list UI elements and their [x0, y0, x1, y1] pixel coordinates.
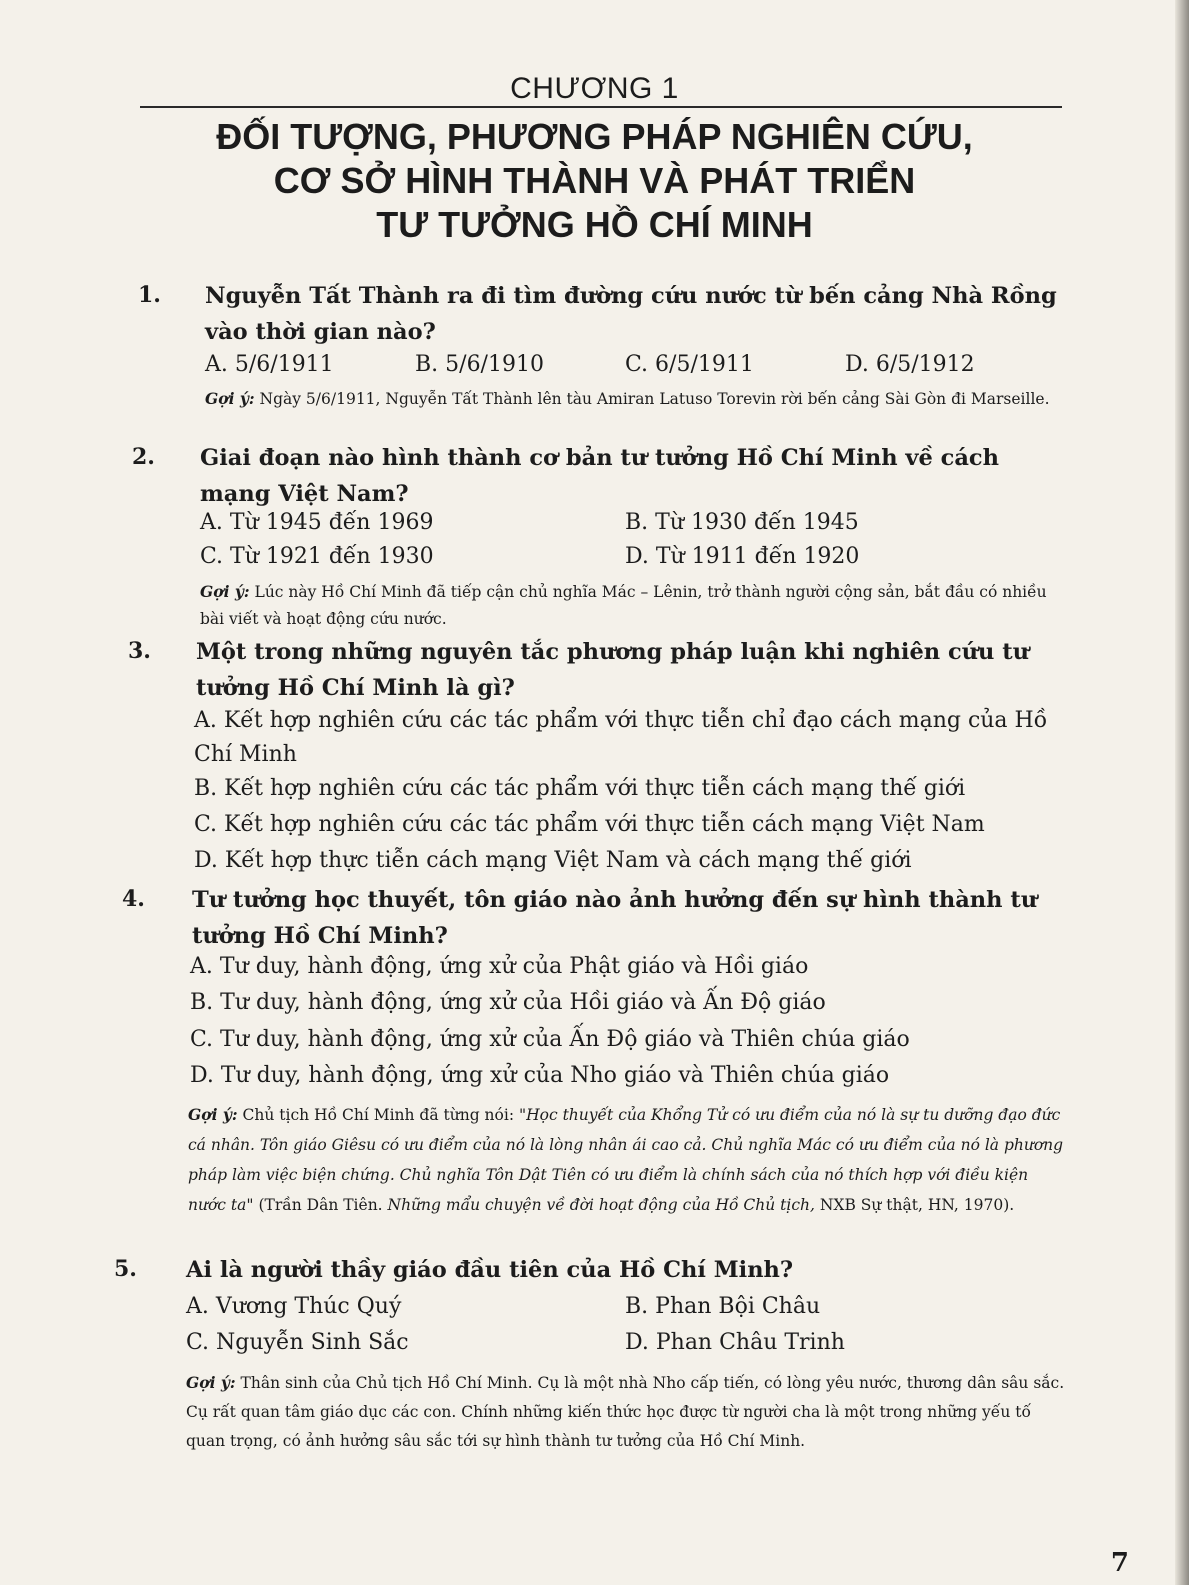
hint: [188, 1100, 1068, 1220]
hint-text: Thân sinh của Chủ tịch Hồ Chí Minh. Cụ là một nhà Nho cấp tiến, có lòng yêu nước, thương dân sâu sắc. Cụ rất quan tâm giáo dục các con. Chính những kiến thức học được từ người cha là một trong những yếu tố quan trọng, có ảnh hưởng sâu sắc tới sự hình thành tư tưởng của Hồ Chí Minh.: [186, 1374, 1065, 1450]
option-d: D. Kết hợp thực tiễn cách mạng Việt Nam và cách mạng thế giới: [194, 848, 912, 873]
question-number: 4.: [122, 886, 145, 912]
hint-text: Chủ tịch Hồ Chí Minh đã từng nói:: [237, 1106, 519, 1124]
question-number: 3.: [128, 638, 151, 664]
hint-text: Lúc này Hồ Chí Minh đã tiếp cận chủ nghĩa Mác – Lênin, trở thành người cộng sản, bắt đầu có nhiều bài viết và hoạt động cứu nước.: [200, 583, 1047, 628]
question-text: Một trong những nguyên tắc phương pháp luận khi nghiên cứu tư tưởng Hồ Chí Minh là gì?: [196, 639, 1029, 701]
hint-label: Gợi ý:: [205, 389, 255, 408]
option-c: C. Tư duy, hành động, ứng xử của Ấn Độ giáo và Thiên chúa giáo: [190, 1027, 910, 1052]
hint-label: Gợi ý:: [200, 582, 250, 601]
chapter-label: CHƯƠNG 1: [510, 72, 679, 105]
option-c: C. Kết hợp nghiên cứu các tác phẩm với thực tiễn cách mạng Việt Nam: [194, 812, 985, 837]
option-c: C. Nguyễn Sinh Sắc: [186, 1330, 409, 1355]
question-text: Nguyễn Tất Thành ra đi tìm đường cứu nước từ bến cảng Nhà Rồng vào thời gian nào?: [205, 283, 1057, 345]
question-text: Ai là người thầy giáo đầu tiên của Hồ Chí Minh?: [186, 1257, 794, 1283]
hint-book-title: Những mẩu chuyện về đời hoạt động của Hồ Chủ tịch,: [387, 1196, 815, 1214]
question-text: Giai đoạn nào hình thành cơ bản tư tưởng Hồ Chí Minh về cách mạng Việt Nam?: [200, 445, 999, 507]
option-b: B. Từ 1930 đến 1945: [625, 510, 859, 535]
option-a: A. Từ 1945 đến 1969: [200, 510, 434, 535]
option-b: B. Tư duy, hành động, ứng xử của Hồi giáo và Ấn Độ giáo: [190, 990, 826, 1015]
hint: [205, 385, 1065, 413]
option-a: A. 5/6/1911: [205, 352, 334, 377]
hint-text: Ngày 5/6/1911, Nguyễn Tất Thành lên tàu Amiran Latuso Torevin rời bến cảng Sài Gòn đi Marseille.: [254, 390, 1050, 408]
hint-label: Gợi ý:: [186, 1373, 236, 1392]
option-c: C. Từ 1921 đến 1930: [200, 544, 434, 569]
hint-publisher: NXB Sự thật, HN, 1970).: [814, 1196, 1015, 1214]
option-a: A. Tư duy, hành động, ứng xử của Phật giáo và Hồi giáo: [190, 954, 809, 979]
hint-quote: "Học thuyết của Khổng Tử có ưu điểm của nó là sự tu dưỡng đạo đức cá nhân. Tôn giáo Giêsu có ưu điểm của nó là lòng nhân ái cao cả. Chủ nghĩa Mác có ưu điểm của nó là phương pháp làm việc biện chứng. Chủ nghĩa Tôn Dật Tiên có ưu điểm là chính sách của nó thích hợp với điều kiện nước ta": [188, 1106, 1064, 1214]
question-number: 5.: [114, 1256, 137, 1282]
question-number: 2.: [132, 444, 155, 470]
option-a: A. Vương Thúc Quý: [186, 1294, 402, 1319]
option-d: D. Tư duy, hành động, ứng xử của Nho giáo và Thiên chúa giáo: [190, 1063, 890, 1088]
question-text: Tư tưởng học thuyết, tôn giáo nào ảnh hưởng đến sự hình thành tư tưởng Hồ Chí Minh?: [192, 887, 1038, 949]
question-number: 1.: [138, 282, 161, 308]
option-d: D. Phan Châu Trinh: [625, 1330, 845, 1355]
hint-citation: (Trần Dân Tiên.: [253, 1196, 388, 1214]
option-b: B. Phan Bội Châu: [625, 1294, 821, 1319]
page-number: 7: [1110, 1548, 1129, 1578]
header-rule: [140, 106, 1062, 108]
chapter-title-line-1: ĐỐI TƯỢNG, PHƯƠNG PHÁP NGHIÊN CỨU,: [216, 116, 973, 157]
option-d: D. 6/5/1912: [845, 352, 975, 377]
option-d: D. Từ 1911 đến 1920: [625, 544, 860, 569]
chapter-title-line-3: TƯ TƯỞNG HỒ CHÍ MINH: [376, 204, 813, 245]
hint-label: Gợi ý:: [188, 1105, 238, 1124]
option-c: C. 6/5/1911: [625, 352, 754, 377]
hint: [200, 578, 1060, 633]
option-a: A. Kết hợp nghiên cứu các tác phẩm với thực tiễn chỉ đạo cách mạng của Hồ Chí Minh: [194, 708, 1048, 767]
chapter-title-line-2: CƠ SỞ HÌNH THÀNH VÀ PHÁT TRIỂN: [273, 160, 916, 201]
hint: [186, 1368, 1071, 1456]
option-b: B. 5/6/1910: [415, 352, 544, 377]
option-b: B. Kết hợp nghiên cứu các tác phẩm với thực tiễn cách mạng thế giới: [194, 776, 966, 801]
